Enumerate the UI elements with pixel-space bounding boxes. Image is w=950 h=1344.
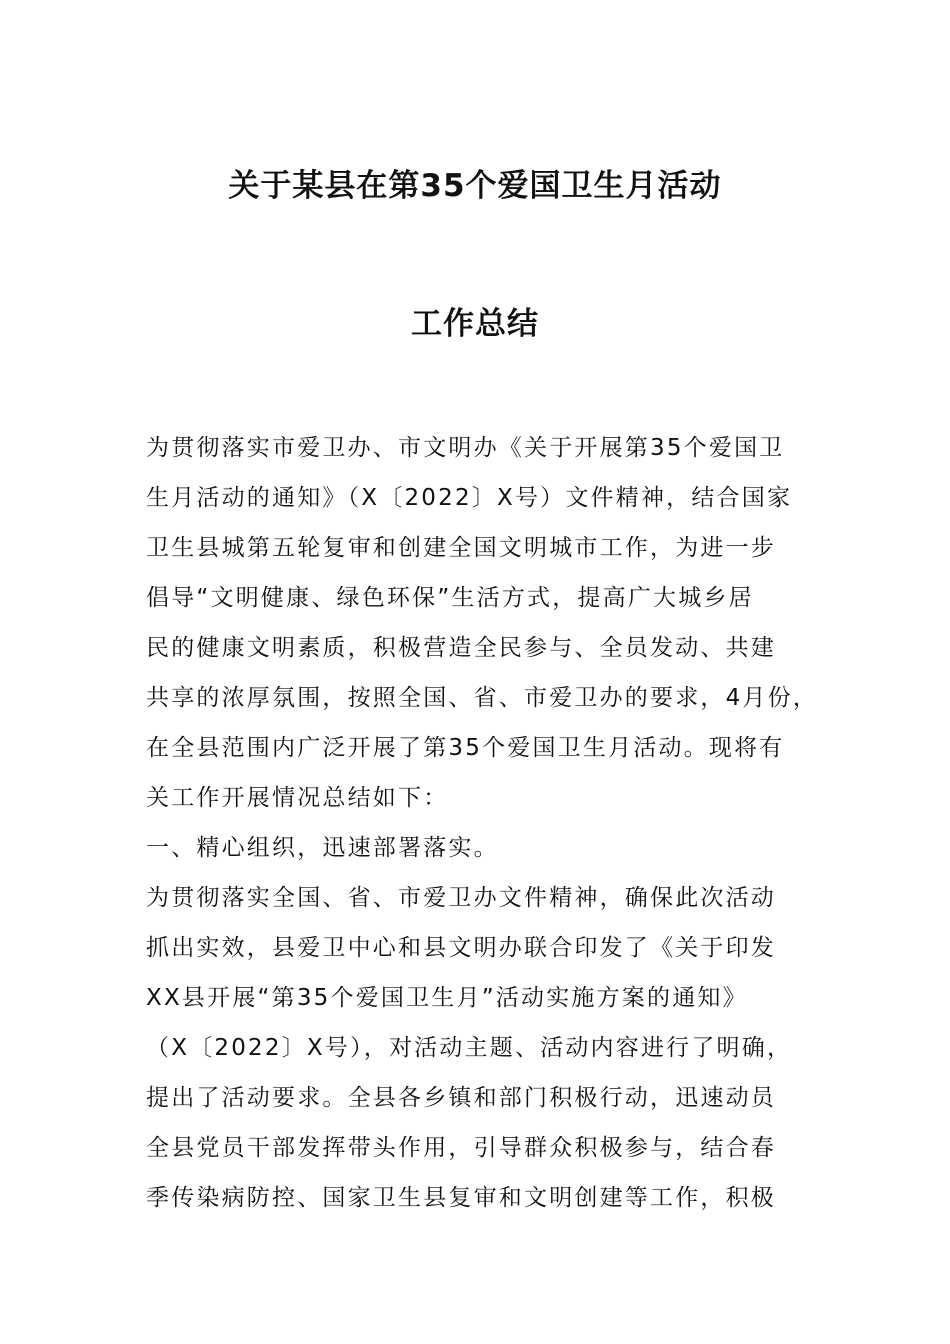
body-line: 全县党员干部发挥带头作用，引导群众积极参与，结合春 xyxy=(146,1135,776,1161)
section-heading: 一、精心组织，迅速部署落实。 xyxy=(146,835,499,861)
body-line: 关工作开展情况总结如下： xyxy=(146,785,449,811)
document-title-line-1: 关于某县在第35个爱国卫生月活动 xyxy=(228,168,722,204)
body-line: 卫生县城第五轮复审和创建全国文明城市工作，为进一步 xyxy=(146,535,776,561)
body-line: 为贯彻落实全国、省、市爱卫办文件精神，确保此次活动 xyxy=(146,885,776,911)
body-line: 抓出实效，县爱卫中心和县文明办联合印发了《关于印发 xyxy=(146,935,776,961)
body-line: 为贯彻落实市爱卫办、市文明办《关于开展第35个爱国卫 xyxy=(146,435,785,461)
document-title-line-2: 工作总结 xyxy=(411,306,539,342)
body-line: （X〔2022〕X号），对活动主题、活动内容进行了明确， xyxy=(146,1035,793,1061)
body-line: 倡导“文明健康、绿色环保”生活方式，提高广大城乡居 xyxy=(146,585,754,611)
body-line: 生月活动的通知》（X〔2022〕X号）文件精神，结合国家 xyxy=(146,485,793,511)
body-line: 提出了活动要求。全县各乡镇和部门积极行动，迅速动员 xyxy=(146,1085,776,1111)
body-line: 在全县范围内广泛开展了第35个爱国卫生月活动。现将有 xyxy=(146,735,785,761)
body-line: 共享的浓厚氛围，按照全国、省、市爱卫办的要求，4月份， xyxy=(146,685,819,711)
body-line: 民的健康文明素质，积极营造全民参与、全员发动、共建 xyxy=(146,635,776,661)
body-line: 季传染病防控、国家卫生县复审和文明创建等工作，积极 xyxy=(146,1185,776,1211)
body-line: XX县开展“第35个爱国卫生月”活动实施方案的通知》 xyxy=(146,985,748,1011)
